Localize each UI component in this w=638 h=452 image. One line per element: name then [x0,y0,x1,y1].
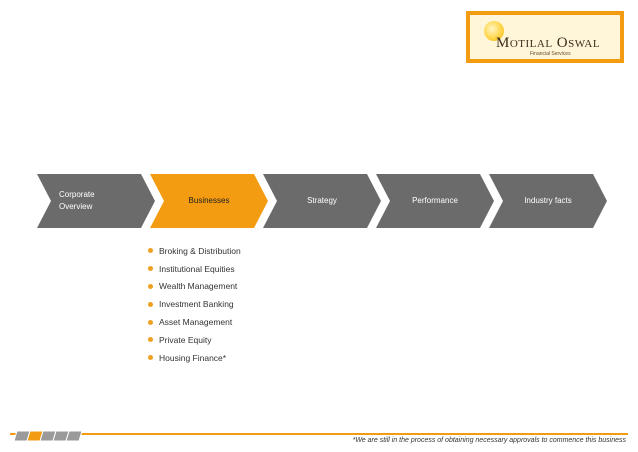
progress-segment [66,431,82,441]
bullet-icon [148,248,153,253]
nav-step-label-line2: Overview [59,202,93,211]
list-item [148,349,241,367]
footnote: *We are still in the process of obtaining necessary approvals to commence this business [352,437,626,444]
logo-subtitle: Financial Services [530,51,571,57]
nav-step-label-line1: Businesses [188,196,230,205]
nav-step-label [164,174,254,228]
list-item-label: Asset Management [159,317,233,328]
list-item [148,260,241,278]
bullet-icon [148,284,153,289]
nav-step-label-line1: Strategy [307,196,337,205]
list-item-label: Housing Finance* [159,352,227,363]
list-item-label: Investment Banking [159,299,234,310]
slide-progress-indicator [0,0,120,452]
list-item-label: Institutional Equities [159,263,235,274]
nav-step-label [390,174,480,228]
list-item [148,242,241,260]
bullet-icon [148,320,153,325]
bullet-icon [148,355,153,360]
list-item-label: Private Equity [159,334,212,345]
list-item [148,313,241,331]
list-item [148,278,241,296]
list-item-label: Wealth Management [159,281,238,292]
nav-step-label-line1: Industry facts [524,196,572,205]
logo-name: Motilal Oswal [496,35,601,51]
business-list [148,242,241,367]
nav-step-label [277,174,367,228]
bullet-icon [148,337,153,342]
nav-step-label [503,174,593,228]
list-item-label: Broking & Distribution [159,245,241,256]
bullet-icon [148,266,153,271]
bullet-icon [148,302,153,307]
nav-step-label-line1: Performance [412,196,458,205]
list-item [148,295,241,313]
list-item [148,331,241,349]
nav-step-label-line1: Corporate [59,190,95,199]
